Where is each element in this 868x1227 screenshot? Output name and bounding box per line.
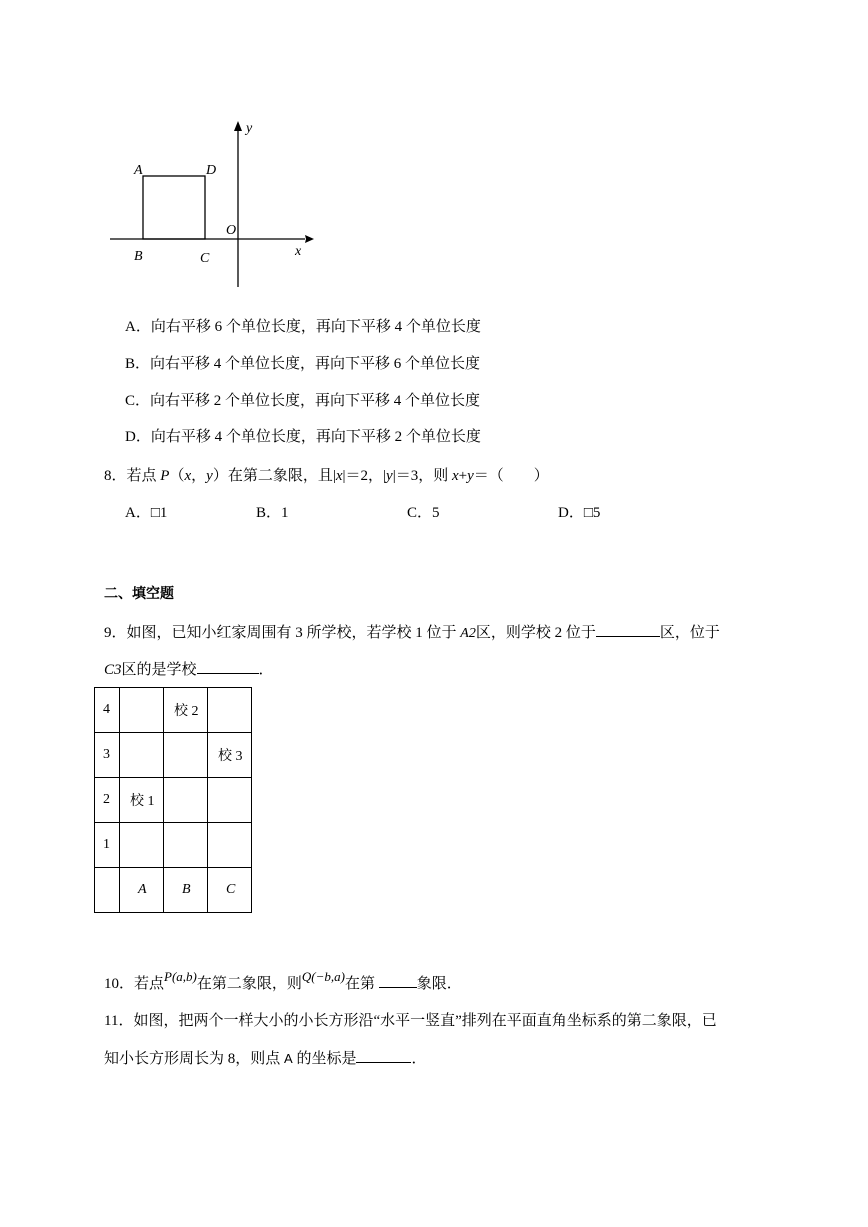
q11-text-b: 的坐标是 [296, 1051, 357, 1067]
q10-point-Q: Q(−b,a) [301, 969, 345, 984]
grid-cell [120, 733, 164, 778]
grid-cell [208, 688, 252, 733]
q7-option-c: C．向右平移 2 个单位长度，再向下平移 4 个单位长度 [125, 393, 481, 409]
q7-option-b: B．向右平移 4 个单位长度，再向下平移 6 个单位长度 [125, 356, 481, 372]
section-title: 二、填空题 [104, 586, 174, 602]
grid-cell [164, 823, 208, 868]
q8-stem [104, 466, 549, 486]
grid-cell [120, 823, 164, 868]
q8-y: y [206, 468, 213, 484]
q7-option-a: A．向右平移 6 个单位长度，再向下平移 4 个单位长度 [125, 319, 481, 335]
q9-C3: C3 [104, 662, 122, 678]
q10-blank[interactable] [379, 973, 417, 988]
q9-text-a: 9．如图，已知小红家周围有 3 所学校，若学校 1 位于 [104, 625, 457, 641]
q8-abs-y: y [386, 468, 393, 484]
school-grid [94, 687, 252, 913]
q8-rest1: ）在第二象限，且| [212, 468, 336, 484]
q9-blank-1[interactable] [596, 622, 660, 637]
grid-cell [164, 733, 208, 778]
grid-row [95, 688, 252, 733]
q10-point-P: P(a,b) [164, 969, 197, 984]
q10-line [104, 969, 462, 994]
q10-text-b: 在第二象限，则 [196, 976, 302, 992]
q9-end: ． [258, 662, 274, 678]
label-x: x [295, 244, 302, 259]
q10-text-a: 10．若点 [104, 976, 165, 992]
q8-x: x [184, 468, 192, 484]
q9-blank-2[interactable] [197, 659, 259, 674]
q8-sum-y: y [467, 468, 474, 484]
q8-rest3: |＝3，则 [392, 468, 449, 484]
q9-text-b: 区，则学校 2 位于 [475, 625, 596, 641]
coordinate-figure [100, 115, 320, 295]
grid-col-header: C [208, 868, 252, 913]
grid-cell [208, 823, 252, 868]
grid-cell: 1 [95, 823, 120, 868]
q8-abs-x: x [335, 468, 343, 484]
grid-cell [95, 868, 120, 913]
q8-plus: + [458, 468, 468, 484]
q8-option-d: D．□5 [558, 505, 601, 521]
q8-comma: ， [191, 468, 207, 484]
q11-line1: 11．如图，把两个一样大小的小长方形沿“水平一竖直”排列在平面直角坐标系的第二象限，已 [104, 1013, 717, 1029]
label-A: A [134, 163, 143, 178]
q8-sum-x: x [451, 468, 459, 484]
label-B: B [134, 249, 143, 264]
q10-text-d: 象限． [416, 976, 462, 992]
grid-row [95, 778, 252, 823]
grid-cell: 3 [95, 733, 120, 778]
grid-cell [208, 778, 252, 823]
label-O: O [226, 223, 237, 238]
grid-cell [164, 778, 208, 823]
q11-text-a: 知小长方形周长为 8，则点 [104, 1051, 281, 1067]
label-C: C [200, 251, 210, 266]
q8-option-a: A．□1 [125, 505, 168, 521]
label-y: y [246, 121, 253, 136]
grid-col-header: A [120, 868, 164, 913]
q8-P: P [160, 468, 170, 484]
q9-line2 [104, 659, 274, 680]
grid-cell: 校 3 [208, 733, 252, 778]
rectangle-abcd [143, 176, 205, 239]
q8-end: ＝（ ） [473, 468, 549, 484]
q11-line2 [104, 1048, 426, 1069]
label-D: D [206, 163, 217, 178]
grid-row [95, 823, 252, 868]
x-axis-arrow-icon [305, 235, 314, 243]
q8-option-c: C．5 [407, 505, 440, 521]
q9-A2: A2 [460, 626, 476, 641]
q8-paren: （ [169, 468, 185, 484]
q8-num: 8．若点 [104, 468, 157, 484]
q9-line1 [104, 622, 720, 644]
q11-point-A: A [284, 1051, 293, 1066]
q8-option-b: B．1 [256, 505, 289, 521]
q9-text-d: 区的是学校 [121, 662, 197, 678]
q11-text-c: ． [411, 1051, 427, 1067]
grid-cell: 4 [95, 688, 120, 733]
grid-cell: 校 1 [120, 778, 164, 823]
q8-rest2: |＝2，| [342, 468, 387, 484]
q9-text-c: 区，位于 [659, 625, 720, 641]
q10-text-c: 在第 [344, 976, 375, 992]
grid-cell: 校 2 [164, 688, 208, 733]
grid-cell [120, 688, 164, 733]
q11-blank[interactable] [356, 1048, 411, 1063]
grid-row [95, 733, 252, 778]
grid-row [95, 868, 252, 913]
q7-option-d: D．向右平移 4 个单位长度，再向下平移 2 个单位长度 [125, 429, 481, 445]
grid-cell: 2 [95, 778, 120, 823]
y-axis-arrow-icon [234, 121, 242, 131]
grid-col-header: B [164, 868, 208, 913]
